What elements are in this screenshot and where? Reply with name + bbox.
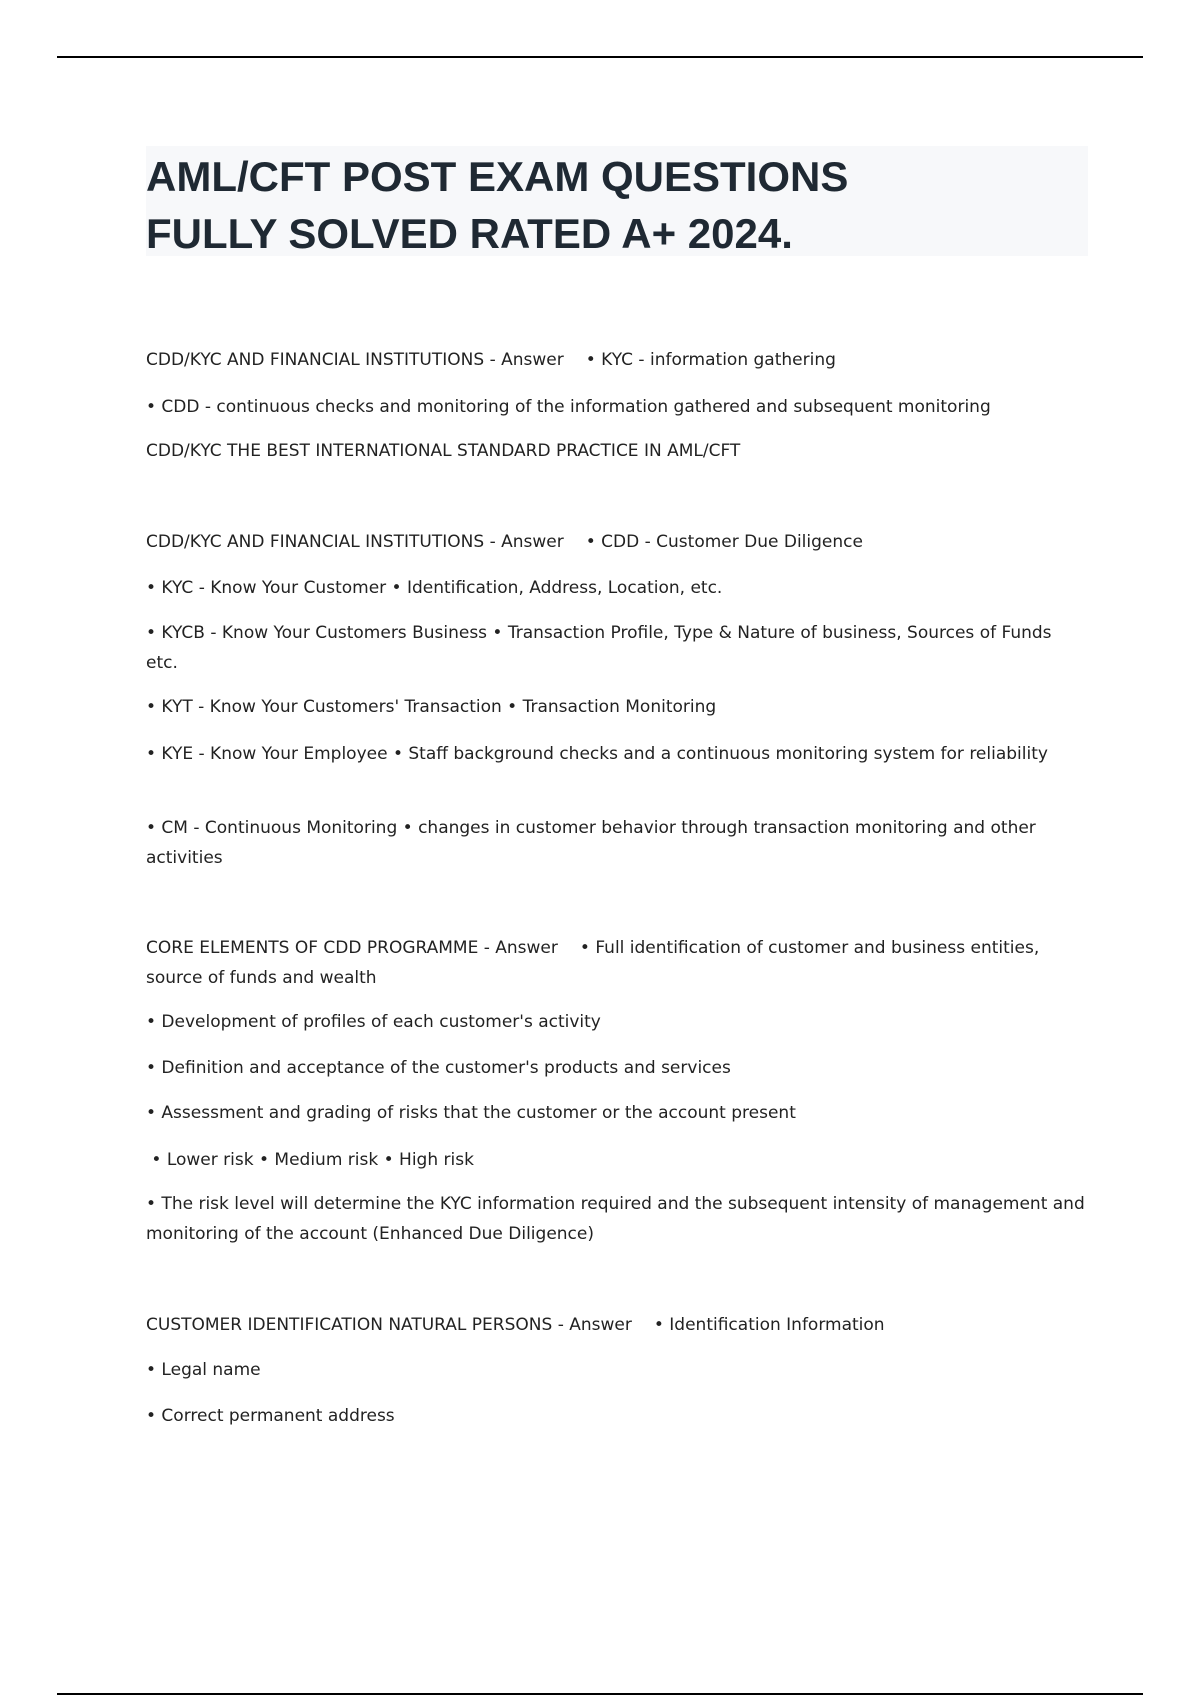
answer-line: • Assessment and grading of risks that the customer or the account present [146, 1103, 796, 1123]
answer-line: • Development of profiles of each customer's activity [146, 1012, 601, 1032]
qa-question-line [146, 345, 836, 375]
question-text: CORE ELEMENTS OF CDD PROGRAMME - Answer [146, 938, 558, 958]
answer-line: • KYE - Know Your Employee • Staff background checks and a continuous monitoring system for reliability [146, 744, 1048, 764]
answer-line: • CM - Continuous Monitoring • changes in customer behavior through transaction monitoring and other activities [146, 818, 1036, 868]
answer-line: • CDD - continuous checks and monitoring of the information gathered and subsequent monitoring [146, 397, 991, 417]
answer-line: • Correct permanent address [146, 1406, 395, 1426]
question-text: CDD/KYC AND FINANCIAL INSTITUTIONS - Answer [146, 532, 564, 552]
answer-first: • CDD - Customer Due Diligence [585, 532, 863, 552]
header-rule [57, 56, 1143, 58]
qa-question-line [146, 527, 863, 557]
document-title: AML/CFT POST EXAM QUESTIONS FULLY SOLVED RATED A+ 2024. [146, 153, 849, 257]
answer-line: CDD/KYC THE BEST INTERNATIONAL STANDARD PRACTICE IN AML/CFT [146, 441, 741, 461]
answer-first: • Identification Information [653, 1315, 885, 1335]
qa-question-line [146, 1310, 885, 1340]
question-text: CUSTOMER IDENTIFICATION NATURAL PERSONS - Answer [146, 1315, 632, 1335]
answer-line: • Legal name [146, 1360, 261, 1380]
answer-line: • KYCB - Know Your Customers Business • Transaction Profile, Type & Nature of business, Sources of Funds etc. [146, 623, 1052, 673]
answer-line: • KYC - Know Your Customer • Identification, Address, Location, etc. [146, 578, 723, 598]
footer-rule [57, 1693, 1143, 1695]
answer-first: • KYC - information gathering [585, 350, 836, 370]
answer-first: • Full identification of customer and business entities, source of funds and wealth [146, 938, 1040, 988]
question-text: CDD/KYC AND FINANCIAL INSTITUTIONS - Answer [146, 350, 564, 370]
qa-question-line [146, 933, 1086, 993]
answer-line: • Lower risk • Medium risk • High risk [146, 1150, 474, 1170]
answer-line: • Definition and acceptance of the customer's products and services [146, 1058, 731, 1078]
answer-line: • KYT - Know Your Customers' Transaction • Transaction Monitoring [146, 697, 717, 717]
answer-line: • The risk level will determine the KYC information required and the subsequent intensity of management and monitoring of the account (Enhanced Due Diligence) [146, 1194, 1085, 1244]
